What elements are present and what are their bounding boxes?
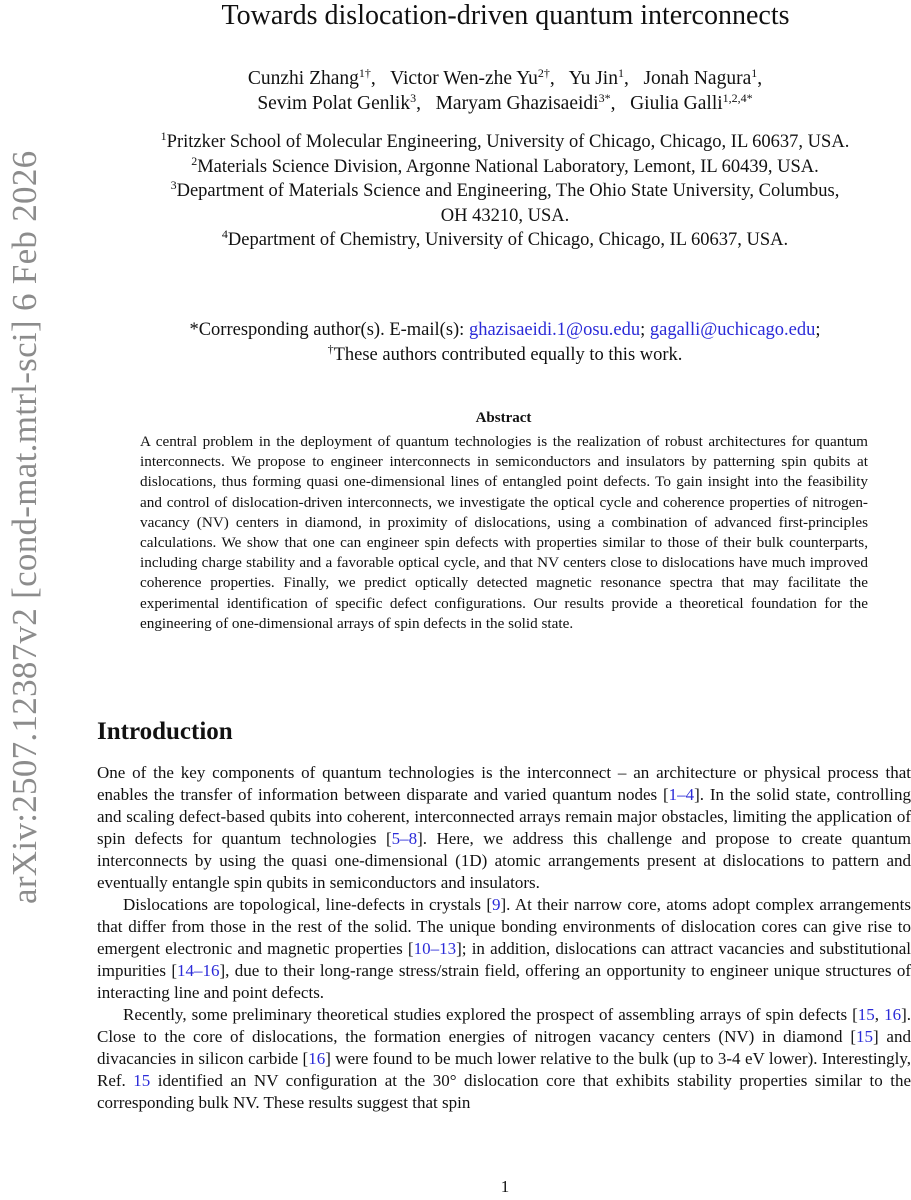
email-link-ghazisaeidi[interactable]: ghazisaeidi.1@osu.edu — [468, 320, 641, 340]
affiliation-text: Materials Science Division, Argonne National Laboratory, Lemont, IL 60439, USA. — [197, 156, 819, 177]
paragraph-text: ]. At their narrow core, atoms adopt complex arrangements that differ from those in the rest of the solid. The unique bonding environments of dislocation cores can give rise to emergent electronic and magnetic properties [ — [97, 895, 911, 958]
correspondence-label: *Corresponding author(s). E-mail(s): — [189, 320, 469, 340]
affiliation — [130, 155, 880, 180]
author: Victor Wen-zhe Yu — [390, 68, 538, 89]
correspondence — [130, 318, 880, 367]
abstract-heading: Abstract — [475, 410, 532, 426]
paragraph-text: Recently, some preliminary theoretical studies explored the prospect of assembling arrays of spin defects [ — [123, 1005, 858, 1024]
introduction-heading: Introduction — [97, 718, 233, 745]
equal-contribution-text: These authors contributed equally to this work. — [333, 344, 683, 365]
affiliation-text: Pritzker School of Molecular Engineering, University of Chicago, Chicago, IL 60637, USA. — [166, 132, 850, 152]
email-separator: ; — [640, 320, 650, 340]
author-affiliation-mark: 1 — [751, 66, 758, 80]
author-separator: , — [370, 68, 386, 89]
citation-separator: , — [874, 1005, 885, 1024]
affiliation-number: 1 — [160, 129, 167, 143]
affiliation — [130, 179, 880, 228]
citation-link[interactable]: 9 — [492, 895, 501, 914]
paragraph-text: ]. Here, we address this challenge and propose to create quantum interconnects by using the quasi one-dimensional (1D) atomic arrangements present at dislocations to pattern and eventually entangle spin qubits in semiconductors and insulators. — [97, 829, 911, 892]
citation-link[interactable]: 10–13 — [413, 939, 457, 958]
citation-link[interactable]: 5–8 — [391, 829, 418, 848]
affiliation — [130, 228, 880, 253]
paragraph-text: Dislocations are topological, line-defects in crystals [ — [123, 895, 492, 914]
paragraph-text: ]; in addition, dislocations can attract vacancies and substitutional impurities [ — [97, 939, 911, 980]
citation-link[interactable]: 1–4 — [668, 785, 695, 804]
author-affiliation-mark: 3 — [410, 91, 417, 105]
author-affiliation-mark: 1† — [358, 66, 371, 80]
paragraph-text: ]. Close to the core of dislocations, the formation energies of nitrogen vacancy centers (NV) in diamond [ — [97, 1005, 911, 1046]
affiliation-text: Department of Materials Science and Engineering, The Ohio State University, Columbus, OH 43210, USA. — [176, 181, 840, 226]
author: Sevim Polat Genlik — [257, 93, 411, 114]
arxiv-identifier: arXiv:2507.12387v2 [cond-mat.mtrl-sci] 6 Feb 2026 — [5, 150, 44, 904]
citation-link[interactable]: 15 — [856, 1027, 873, 1046]
affiliation — [130, 130, 880, 155]
affiliation-number: 4 — [221, 227, 228, 241]
affiliations — [130, 130, 880, 253]
author: Giulia Galli — [630, 93, 723, 114]
affiliation-text: Department of Chemistry, University of Chicago, Chicago, IL 60637, USA. — [227, 230, 789, 250]
citation-link[interactable]: 16 — [884, 1005, 902, 1024]
author-affiliation-mark: 3* — [598, 91, 611, 105]
author-separator: , — [549, 68, 565, 89]
paragraph — [97, 762, 911, 894]
author: Maryam Ghazisaeidi — [435, 93, 599, 114]
author: Cunzhi Zhang — [247, 68, 359, 89]
author-separator: , — [416, 93, 431, 114]
email-end: ; — [815, 320, 821, 340]
author: Jonah Nagura — [643, 68, 752, 89]
paragraph — [97, 894, 911, 1004]
equal-contribution-line — [130, 343, 880, 368]
paragraph-text: One of the key components of quantum technologies is the interconnect – an architecture or physical process that enables the transfer of information between disparate and varied quantum nodes [ — [97, 763, 911, 804]
author: Yu Jin — [568, 68, 618, 89]
author-separator: , — [623, 68, 639, 89]
email-link-galli[interactable]: gagalli@uchicago.edu — [649, 320, 816, 340]
equal-contribution-mark: † — [327, 341, 334, 356]
paragraph-text: identified an NV configuration at the 30° dislocation core that exhibits stability properties similar to the corresponding bulk NV. These results suggest that spin — [97, 1071, 911, 1112]
page-number: 1 — [500, 1177, 510, 1196]
citation-link[interactable]: 14–16 — [176, 961, 220, 980]
paragraph-text: ], due to their long-range stress/strain field, offering an opportunity to engineer unique structures of interacting line and point defects. — [97, 961, 911, 1002]
paper-title: Towards dislocation-driven quantum interconnects — [221, 0, 790, 31]
affiliation-number: 2 — [191, 153, 198, 168]
author-list — [150, 66, 860, 116]
paragraph-text: ]. In the solid state, controlling and scaling defect-based qubits into coherent, interconnected arrays remain major obstacles, limiting the application of spin defects for quantum technologies [ — [97, 785, 911, 848]
citation-link[interactable]: 16 — [308, 1049, 326, 1068]
author-affiliation-mark: 2† — [537, 66, 550, 80]
affiliation-number: 3 — [170, 178, 177, 192]
author-separator: , — [610, 93, 626, 114]
introduction-body — [97, 762, 911, 1114]
paragraph — [97, 1004, 911, 1114]
corresponding-authors-line — [130, 318, 880, 343]
citation-link[interactable]: 15 — [133, 1071, 151, 1090]
paragraph-text: ] and divacancies in silicon carbide [ — [97, 1027, 911, 1068]
author-affiliation-mark: 1,2,4* — [722, 91, 753, 105]
abstract-text: A central problem in the deployment of quantum technologies is the realization of robust architectures for quantum interconnects. We propose to engineer interconnects in semiconductors and insulators by patterning spin qubits at dislocations, thus forming quasi one-dimensional lines of entangled point defects. To gain insight into the feasibility and control of dislocation-driven interconnects, we investigate the optical cycle and coherence properties of nitrogen-vacancy (NV) centers in diamond, in proximity of dislocations, using a combination of advanced first-principles calculations. We show that one can engineer spin defects with properties similar to those of their bulk counterparts, including charge stability and a favorable optical cycle, and that NV centers close to dislocations have much improved coherence properties. Finally, we predict optically detected magnetic resonance spectra that may facilitate the experimental identification of specific defect configurations. Our results provide a theoretical foundation for the engineering of one-dimensional arrays of spin defects in the solid state. — [140, 433, 868, 632]
citation-link[interactable]: 15 — [857, 1005, 875, 1024]
author-separator: , — [757, 68, 763, 89]
author-affiliation-mark: 1 — [617, 66, 624, 80]
paragraph-text: ] were found to be much lower relative to the bulk (up to 3-4 eV lower). Interestingly, Ref. — [97, 1049, 911, 1090]
